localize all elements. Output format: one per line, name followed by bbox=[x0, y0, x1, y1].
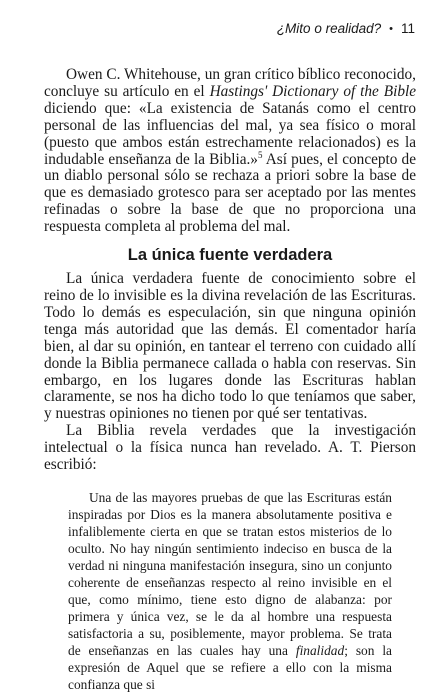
block-quote bbox=[68, 489, 392, 693]
page-body bbox=[44, 67, 416, 693]
p1-text-a: Owen C. Whitehouse, un gran crítico bíblico reconocido, concluye su artículo en el bbox=[44, 66, 416, 100]
paragraph-whitehouse bbox=[44, 67, 416, 236]
paragraph-pierson-intro: La Biblia revela verdades que la investigación intelectual o la física nunca han revelado. A. T. Pierson escribió: bbox=[44, 422, 416, 474]
p1-text-c: Así pues, el concepto de un diablo personal sólo se rechaza a priori sobre la base de que es demasiado grotesco para ser aceptado por las mentes refinadas o sobre la base de que no proporciona una respuesta completa al problema del mal. bbox=[44, 150, 416, 236]
p1-text-b: diciendo que: «La existencia de Satanás como el centro personal de las influencias del mal, ya sea físico o moral (puesto que ambos están estrechamente relacionados) es la indudable enseñanza de la Biblia.» bbox=[44, 99, 416, 168]
book-title: Hastings' Dictionary of the Bible bbox=[209, 82, 417, 100]
quote-text-b: ; son la expresión de Aquel que se refiere a ello con la misma confianza que si bbox=[68, 642, 392, 692]
header-bullet: • bbox=[389, 23, 393, 35]
running-title: ¿Mito o realidad? bbox=[276, 21, 382, 36]
quote-emphasis: finalidad bbox=[295, 642, 345, 658]
page-number: 11 bbox=[400, 21, 415, 36]
quote-text-a: Una de las mayores pruebas de que las Escrituras están inspiradas por Dios es la manera absolutamente positiva e infaliblemente cierta en que se tratan estos misterios de lo oculto. No hay ningún sentimiento indeciso en busca de la verdad ni ninguna manifestación insegura, sino un conjunto coherente de enseñanzas respecto al reino invisible en el que, como mínimo, tiene esto digno de alabanza: por primera y única vez, se le da al hombre una respuesta satisfactoria a su, posiblemente, mayor problema. Se trata de enseñanzas en las cuales hay una bbox=[68, 489, 392, 658]
running-header bbox=[277, 21, 415, 36]
section-heading: La única fuente verdadera bbox=[127, 246, 333, 265]
paragraph-revelation: La única verdadera fuente de conocimiento sobre el reino de lo invisible es la divina revelación de las Escrituras. Todo lo demás es especulación, sin que ninguna opinión tenga más autoridad que las demás. El comentador haría bien, al dar su opinión, en tantear el terreno con cuidado allí donde la Biblia permanece callada o habla con reservas. Sin embargo, en los lugares donde las Escrituras hablan claramente, se nos ha dicho todo lo que teníamos que saber, y nuestras opiniones no tienen por qué ser tentativas. bbox=[44, 270, 416, 423]
quote-paragraph bbox=[68, 489, 392, 693]
footnote-marker: 5 bbox=[257, 149, 263, 160]
